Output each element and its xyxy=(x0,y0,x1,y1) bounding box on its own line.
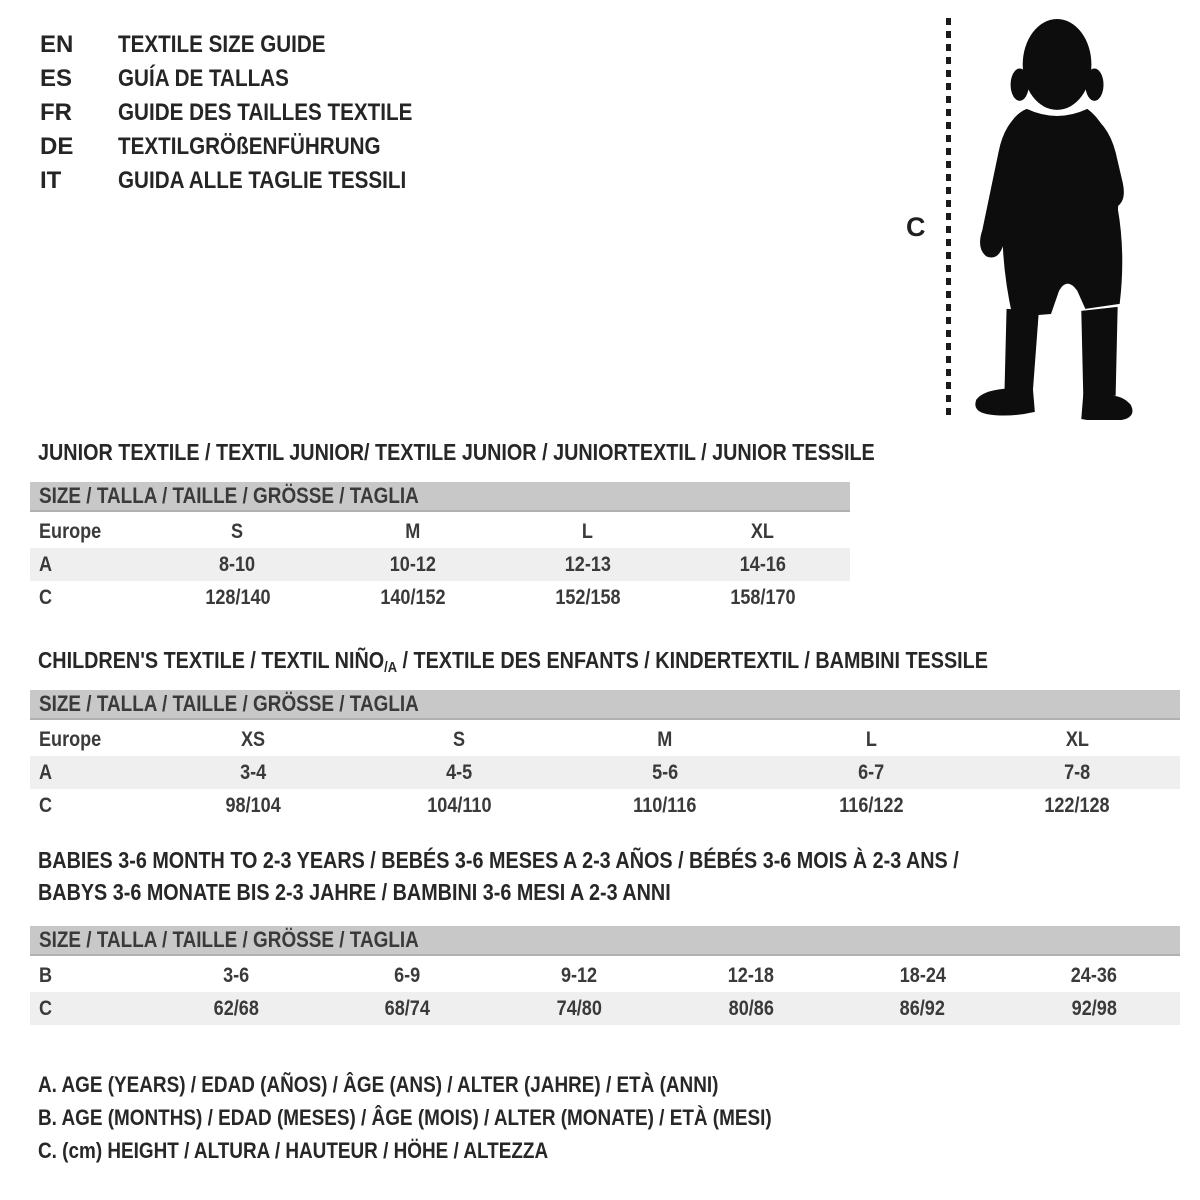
language-title: GUÍA DE TALLAS xyxy=(118,65,289,92)
row-label: B xyxy=(39,963,53,987)
size-cell: XL xyxy=(750,519,775,543)
row-label: C xyxy=(39,793,53,817)
size-cell: L xyxy=(865,727,877,751)
value-cell: 128/140 xyxy=(204,585,271,609)
language-list xyxy=(40,28,460,198)
value-cell: 92/98 xyxy=(1071,996,1117,1020)
value-cell: 24-36 xyxy=(1071,963,1118,987)
value-cell: 5-6 xyxy=(651,760,679,784)
value-cell: 152/158 xyxy=(554,585,621,609)
value-cell: 104/110 xyxy=(426,793,492,817)
children-size-table xyxy=(30,690,1180,822)
value-cell: 9-12 xyxy=(561,963,598,987)
value-cell: 8-10 xyxy=(219,552,256,576)
junior-textile-title: JUNIOR TEXTILE / TEXTIL JUNIOR/ TEXTILE JUNIOR / JUNIORTEXTIL / JUNIOR TESSILE xyxy=(38,439,875,465)
language-code: FR xyxy=(40,99,72,126)
row-label: C xyxy=(39,996,53,1020)
language-code: IT xyxy=(40,167,62,194)
legend-line-b: B. AGE (MONTHS) / EDAD (MESES) / ÂGE (MOIS) / ALTER (MONATE) / ETÀ (MESI) xyxy=(38,1104,772,1130)
value-cell: 6-9 xyxy=(394,963,421,987)
size-cell: M xyxy=(404,519,421,543)
value-cell: 68/74 xyxy=(384,996,431,1020)
value-cell: 6-7 xyxy=(857,760,885,784)
table-row-months xyxy=(30,959,1180,992)
height-measure-dashed-line xyxy=(946,18,951,416)
table-row-age xyxy=(30,756,1180,789)
value-cell: 12-13 xyxy=(564,552,611,576)
language-row-es xyxy=(40,62,460,96)
size-header-bar: SIZE / TALLA / TAILLE / GRÖSSE / TAGLIA xyxy=(30,690,1180,720)
value-cell: 122/128 xyxy=(1044,793,1110,817)
row-label: A xyxy=(39,552,53,576)
size-cell: L xyxy=(581,519,594,543)
value-cell: 80/86 xyxy=(728,996,774,1020)
language-row-fr xyxy=(40,96,460,130)
table-row-height xyxy=(30,581,850,614)
table-row-height xyxy=(30,789,1180,822)
value-cell: 86/92 xyxy=(899,996,946,1020)
size-header-bar: SIZE / TALLA / TAILLE / GRÖSSE / TAGLIA xyxy=(30,926,1180,956)
table-row-sizes xyxy=(30,723,1180,756)
children-textile-title: CHILDREN'S TEXTILE / TEXTIL NIÑO/A / TEXTILE DES ENFANTS / KINDERTEXTIL / BAMBINI TESSILE xyxy=(38,647,988,676)
value-cell: 110/116 xyxy=(633,793,697,817)
babies-textile-title: BABIES 3-6 MONTH TO 2-3 YEARS / BEBÉS 3-6 MESES A 2-3 AÑOS / BÉBÉS 3-6 MOIS À 2-3 ANS / BABYS 3-6 MONATE BIS 2-3 JAHRE / BAMBINI 3-6 MESI A 2-3 ANNI xyxy=(38,847,959,905)
language-title: GUIDE DES TAILLES TEXTILE xyxy=(118,99,413,126)
value-cell: 12-18 xyxy=(727,963,774,987)
measure-label-c: C xyxy=(906,212,926,242)
value-cell: 10-12 xyxy=(389,552,436,576)
size-cell: M xyxy=(657,727,673,751)
language-title: TEXTILE SIZE GUIDE xyxy=(118,31,326,58)
language-row-de xyxy=(40,130,460,164)
size-cell: S xyxy=(452,727,466,751)
value-cell: 14-16 xyxy=(739,552,786,576)
nino-a-subscript: /A xyxy=(384,659,398,676)
language-row-it xyxy=(40,164,460,198)
babies-size-table xyxy=(30,926,1180,1025)
language-title: GUIDA ALLE TAGLIE TESSILI xyxy=(118,167,407,194)
value-cell: 116/122 xyxy=(838,793,904,817)
language-code: EN xyxy=(40,31,74,58)
value-cell: 3-6 xyxy=(222,963,249,987)
value-cell: 7-8 xyxy=(1063,760,1091,784)
value-cell: 3-4 xyxy=(239,760,267,784)
row-label: A xyxy=(39,760,53,784)
row-label: Europe xyxy=(39,727,102,751)
size-cell: S xyxy=(231,519,244,543)
toddler-silhouette-image xyxy=(968,16,1135,420)
language-title: TEXTILGRÖßENFÜHRUNG xyxy=(118,133,381,160)
size-cell: XL xyxy=(1065,727,1089,751)
legend-line-a: A. AGE (YEARS) / EDAD (AÑOS) / ÂGE (ANS) / ALTER (JAHRE) / ETÀ (ANNI) xyxy=(38,1071,719,1097)
row-label: C xyxy=(39,585,53,609)
measure-legend xyxy=(38,1068,891,1167)
table-row-height xyxy=(30,992,1180,1025)
size-header-bar: SIZE / TALLA / TAILLE / GRÖSSE / TAGLIA xyxy=(30,482,850,512)
value-cell: 62/68 xyxy=(213,996,259,1020)
language-code: DE xyxy=(40,133,74,160)
language-row-en xyxy=(40,28,460,62)
value-cell: 74/80 xyxy=(556,996,602,1020)
size-cell: XS xyxy=(240,727,266,751)
table-row-sizes xyxy=(30,515,850,548)
language-code: ES xyxy=(40,65,73,92)
value-cell: 140/152 xyxy=(379,585,446,609)
row-label: Europe xyxy=(39,519,102,543)
legend-line-c: C. (cm) HEIGHT / ALTURA / HAUTEUR / HÖHE / ALTEZZA xyxy=(38,1137,549,1163)
junior-size-table xyxy=(30,482,850,614)
value-cell: 4-5 xyxy=(445,760,473,784)
value-cell: 158/170 xyxy=(729,585,796,609)
table-row-age xyxy=(30,548,850,581)
value-cell: 18-24 xyxy=(899,963,946,987)
value-cell: 98/104 xyxy=(225,793,281,817)
